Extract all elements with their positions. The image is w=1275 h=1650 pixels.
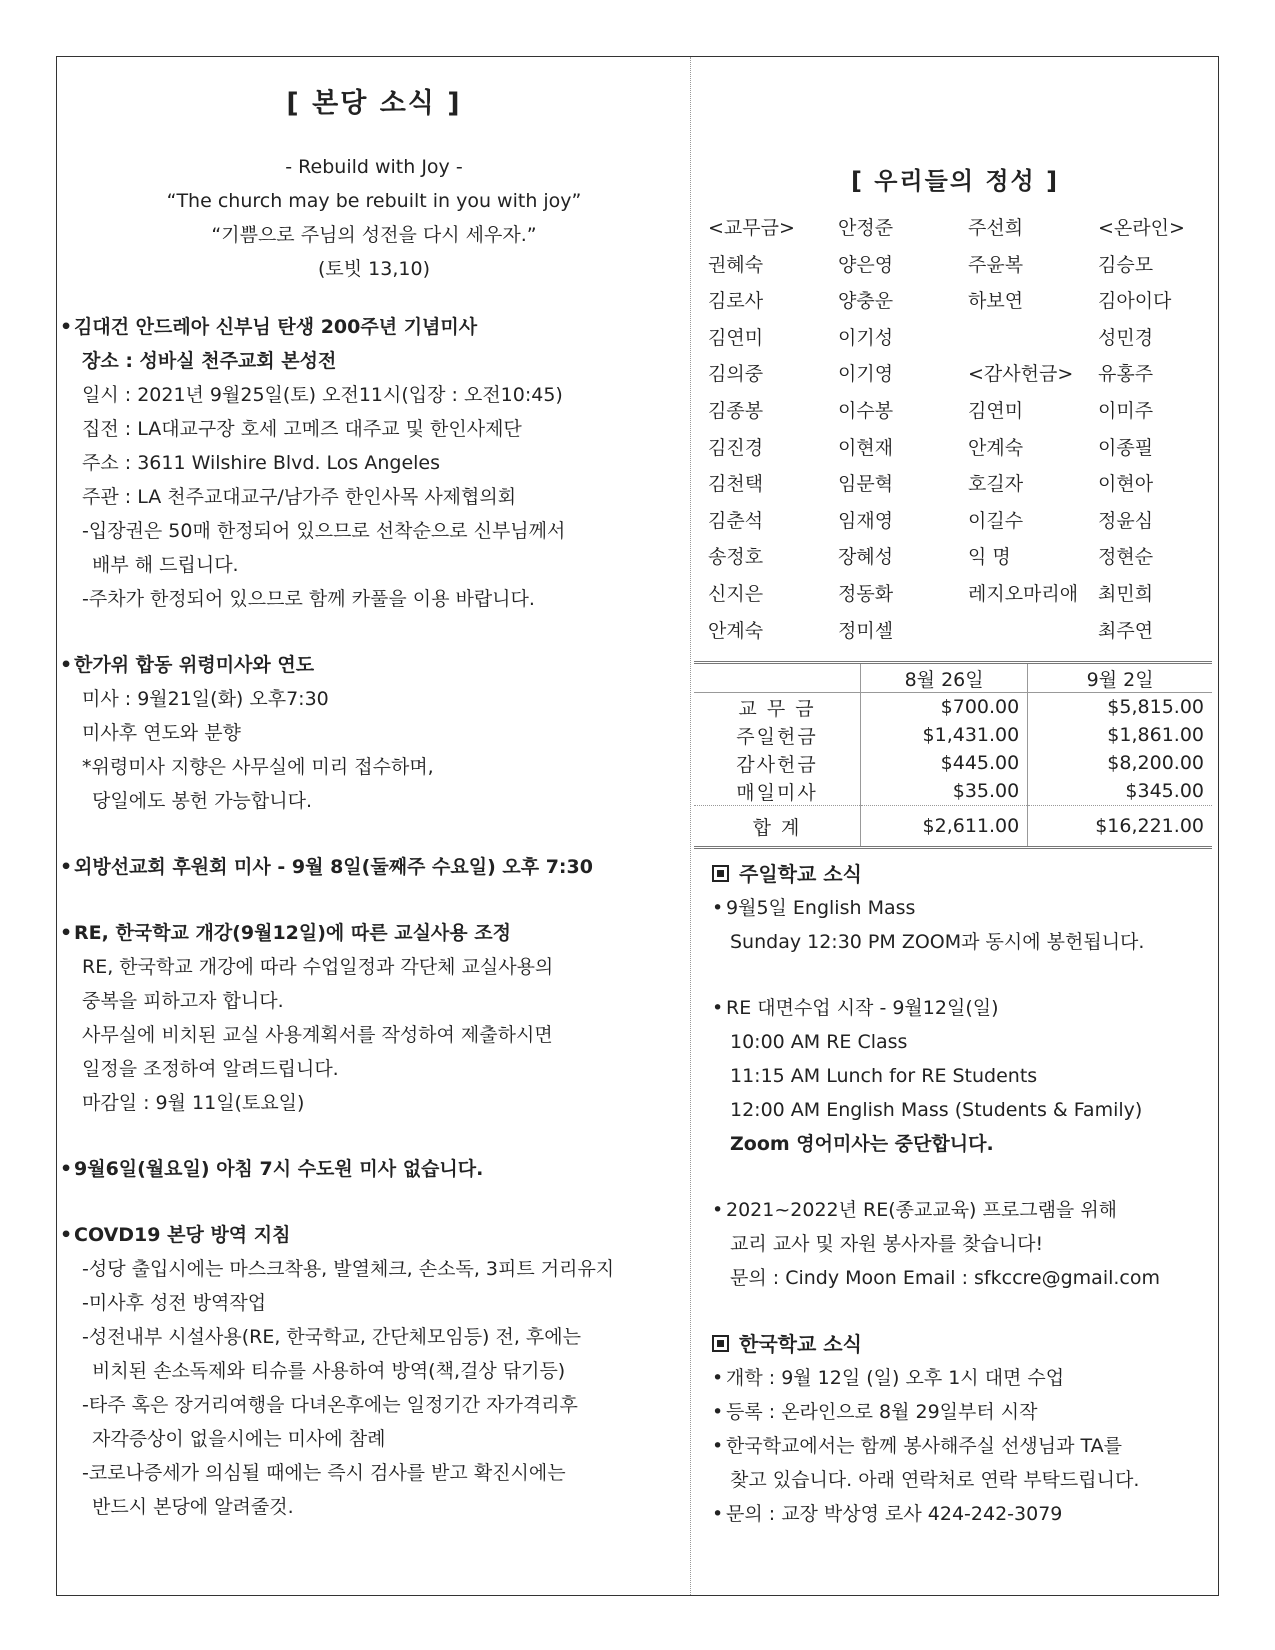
sunday-school-heading: 주일학교 소식 — [694, 857, 1216, 891]
donor-name: 이길수 — [968, 509, 1024, 532]
donor-name — [968, 320, 1098, 357]
table-header-cell: 8월 26일 — [861, 663, 1028, 693]
classroom-adjustment-heading: • RE, 한국학교 개강(9월12일)에 따른 교실사용 조정 — [60, 916, 688, 950]
table-row — [694, 749, 1212, 777]
re-class-line: 11:15 AM Lunch for RE Students — [730, 1065, 1038, 1088]
covid-line: -미사후 성전 방역작업 — [82, 1292, 267, 1314]
korean-school-heading: 한국학교 소식 — [694, 1327, 1216, 1361]
donor-name: 김천택 — [708, 473, 764, 496]
amount-cell: $345.00 — [1028, 777, 1212, 806]
amount-cell: $8,200.00 — [1028, 749, 1212, 777]
donor-name: 양충운 — [838, 290, 894, 313]
chuseok-line: 당일에도 봉헌 가능합니다. — [92, 790, 313, 812]
table-header-cell: 9월 2일 — [1028, 663, 1212, 693]
donor-name: 김연미 — [708, 326, 764, 349]
covid-line: 반드시 본당에 알려줄것. — [92, 1496, 294, 1518]
donor-name: 김승모 — [1098, 253, 1154, 276]
amount-cell: $700.00 — [861, 693, 1028, 722]
donor-name: 안계숙 — [968, 436, 1024, 459]
donor-name: 안계숙 — [708, 619, 764, 642]
anniversary-mass-place: 장소 : 성바실 천주교회 본성전 — [82, 350, 337, 372]
donor-name: 유홍주 — [1098, 363, 1154, 386]
donor-name: 정현순 — [1098, 546, 1154, 569]
donor-name: 김아이다 — [1098, 290, 1172, 313]
donor-name: 주선희 — [968, 217, 1024, 239]
donor-name: 김의중 — [708, 363, 764, 386]
square-bullet-icon — [712, 865, 729, 882]
row-label: 매일미사 — [736, 781, 818, 804]
total-cell: $16,221.00 — [1028, 806, 1212, 848]
offerings-title: [ 우리들의 정성 ] — [850, 167, 1060, 195]
row-label: 합 계 — [694, 806, 861, 848]
classroom-line: 중복을 피하고자 합니다. — [82, 990, 284, 1012]
donor-name: 호길자 — [968, 473, 1024, 496]
table-row — [694, 693, 1212, 722]
donor-name: 하보연 — [968, 290, 1024, 313]
motto-4: (토빗 13,10) — [318, 258, 430, 280]
re-volunteer-contact: 문의 : Cindy Moon Email : sfkccre@gmail.com — [730, 1267, 1160, 1290]
donor-name: <온라인> — [1098, 217, 1185, 239]
donor-name: 김진경 — [708, 436, 764, 459]
row-label: 교 무 금 — [738, 697, 816, 720]
donor-name: 이미주 — [1098, 399, 1154, 422]
donor-name: 김연미 — [968, 399, 1024, 422]
donor-name: 안정준 — [838, 217, 894, 239]
donor-name: 김로사 — [708, 290, 764, 313]
english-mass-detail: Sunday 12:30 PM ZOOM과 동시에 봉헌됩니다. — [730, 931, 1145, 954]
covid-line: -코로나증세가 의심될 때에는 즉시 검사를 받고 확진시에는 — [82, 1462, 566, 1484]
donor-name: 익 명 — [968, 546, 1011, 569]
donor-name: 최민희 — [1098, 582, 1154, 605]
korean-school-item: • 개학 : 9월 12일 (일) 오후 1시 대면 수업 — [694, 1361, 1216, 1395]
korean-school-contact: • 문의 : 교장 박상영 로사 424-242-3079 — [694, 1497, 1216, 1531]
donor-name: 임문혁 — [838, 473, 894, 496]
total-row — [694, 806, 1212, 848]
korean-school-item-cont: 찾고 있습니다. 아래 연락처로 연락 부탁드립니다. — [730, 1469, 1140, 1492]
re-class-line: 10:00 AM RE Class — [730, 1031, 908, 1054]
covid-line: 자각증상이 없을시에는 미사에 참례 — [92, 1428, 386, 1450]
motto-2: “The church may be rebuilt in you with joy” — [166, 190, 582, 212]
table-header-row — [694, 663, 1212, 693]
donor-name: 신지은 — [708, 582, 764, 605]
amount-cell: $1,861.00 — [1028, 721, 1212, 749]
chuseok-mass-heading: • 한가위 합동 위령미사와 연도 — [60, 648, 688, 682]
row-label: 주일헌금 — [736, 725, 818, 748]
donor-name: 장혜성 — [838, 546, 894, 569]
english-mass-item: • 9월5일 English Mass — [694, 891, 1216, 925]
zoom-suspended-notice: Zoom 영어미사는 중단합니다. — [730, 1133, 994, 1156]
classroom-line: 사무실에 비치된 교실 사용계획서를 작성하여 제출하시면 — [82, 1024, 553, 1046]
donor-name: 정동화 — [838, 582, 894, 605]
donor-name: 이종필 — [1098, 436, 1154, 459]
amount-cell: $5,815.00 — [1028, 693, 1212, 722]
donor-name: <교무금> — [708, 217, 795, 239]
re-class-line: 12:00 AM English Mass (Students & Family) — [730, 1099, 1143, 1122]
motto-3: “기쁨으로 주님의 성전을 다시 세우자.” — [211, 224, 537, 246]
anniversary-line: -주차가 한정되어 있으므로 함께 카풀을 이용 바랍니다. — [82, 588, 535, 610]
offerings-column — [694, 57, 1216, 1531]
chuseok-line: 미사 : 9월21일(화) 오후7:30 — [82, 688, 329, 710]
covid-guidelines-heading: • COVD19 본당 방역 지침 — [60, 1218, 688, 1252]
anniversary-line: -입장권은 50매 한정되어 있으므로 선착순으로 신부님께서 — [82, 520, 566, 542]
donor-name: 김종봉 — [708, 399, 764, 422]
classroom-line: RE, 한국학교 개강에 따라 수업일정과 각단체 교실사용의 — [82, 956, 554, 978]
monastery-mass-notice: • 9월6일(월요일) 아침 7시 수도원 미사 없습니다. — [60, 1152, 688, 1186]
donor-names-grid — [694, 210, 1216, 649]
re-volunteer-item: • 2021~2022년 RE(종교교육) 프로그램을 위해 — [694, 1193, 1216, 1227]
mission-mass-heading: • 외방선교회 후원회 미사 - 9월 8일(둘째주 수요일) 오후 7:30 — [60, 850, 688, 884]
donor-name: 정윤심 — [1098, 509, 1154, 532]
chuseok-line: *위령미사 지향은 사무실에 미리 접수하며, — [82, 756, 434, 778]
parish-news-title: [ 본당 소식 ] — [286, 88, 462, 119]
anniversary-mass-heading: • 김대건 안드레아 신부님 탄생 200주년 기념미사 — [60, 310, 688, 344]
amount-cell: $35.00 — [861, 777, 1028, 806]
covid-line: -타주 혹은 장거리여행을 다녀온후에는 일정기간 자가격리후 — [82, 1394, 578, 1416]
korean-school-item: • 한국학교에서는 함께 봉사해주실 선생님과 TA를 — [694, 1429, 1216, 1463]
donor-name: 송정호 — [708, 546, 764, 569]
donor-name: 양은영 — [838, 253, 894, 276]
re-volunteer-line: 교리 교사 및 자원 봉사자를 찾습니다! — [730, 1233, 1044, 1256]
amount-cell: $1,431.00 — [861, 721, 1028, 749]
donor-name: 주윤복 — [968, 253, 1024, 276]
chuseok-line: 미사후 연도와 분향 — [82, 722, 241, 744]
covid-line: -성당 출입시에는 마스크착용, 발열체크, 손소독, 3피트 거리유지 — [82, 1258, 615, 1280]
donor-name: 정미셀 — [838, 619, 894, 642]
donor-name: 이수봉 — [838, 399, 894, 422]
motto-1: - Rebuild with Joy - — [285, 156, 463, 178]
square-bullet-icon — [712, 1335, 729, 1352]
classroom-line: 마감일 : 9월 11일(토요일) — [82, 1092, 305, 1114]
column-divider — [690, 57, 691, 1595]
donor-name: 이기성 — [838, 326, 894, 349]
covid-line: -성전내부 시설사용(RE, 한국학교, 간단체모임등) 전, 후에는 — [82, 1326, 581, 1348]
offerings-table — [694, 661, 1212, 849]
donor-name: <감사헌금> — [968, 363, 1074, 386]
table-row — [694, 721, 1212, 749]
row-label: 감사헌금 — [736, 753, 818, 776]
anniversary-line: 집전 : LA대교구장 호세 고메즈 대주교 및 한인사제단 — [82, 418, 522, 440]
donor-name: 최주연 — [1098, 619, 1154, 642]
donor-name: 성민경 — [1098, 326, 1154, 349]
donor-name: 이기영 — [838, 363, 894, 386]
donor-name — [968, 613, 1098, 650]
parish-news-column — [60, 57, 688, 1524]
table-header-cell — [694, 663, 861, 693]
donor-name: 이현아 — [1098, 473, 1154, 496]
donor-name: 권혜숙 — [708, 253, 764, 276]
donor-name: 임재영 — [838, 509, 894, 532]
donor-name: 레지오마리애 — [968, 582, 1079, 605]
donor-name: 김춘석 — [708, 509, 764, 532]
total-cell: $2,611.00 — [861, 806, 1028, 848]
donor-name: 이현재 — [838, 436, 894, 459]
amount-cell: $445.00 — [861, 749, 1028, 777]
anniversary-line: 주관 : LA 천주교대교구/남가주 한인사목 사제협의회 — [82, 486, 517, 508]
classroom-line: 일정을 조정하여 알려드립니다. — [82, 1058, 339, 1080]
anniversary-line: 일시 : 2021년 9월25일(토) 오전11시(입장 : 오전10:45) — [82, 384, 563, 406]
covid-line: 비치된 손소독제와 티슈를 사용하여 방역(책,걸상 닦기등) — [92, 1360, 566, 1382]
table-row — [694, 777, 1212, 806]
anniversary-line: 주소 : 3611 Wilshire Blvd. Los Angeles — [82, 452, 441, 474]
korean-school-item: • 등록 : 온라인으로 8월 29일부터 시작 — [694, 1395, 1216, 1429]
re-class-item: • RE 대면수업 시작 - 9월12일(일) — [694, 991, 1216, 1025]
anniversary-line: 배부 해 드립니다. — [92, 554, 239, 576]
